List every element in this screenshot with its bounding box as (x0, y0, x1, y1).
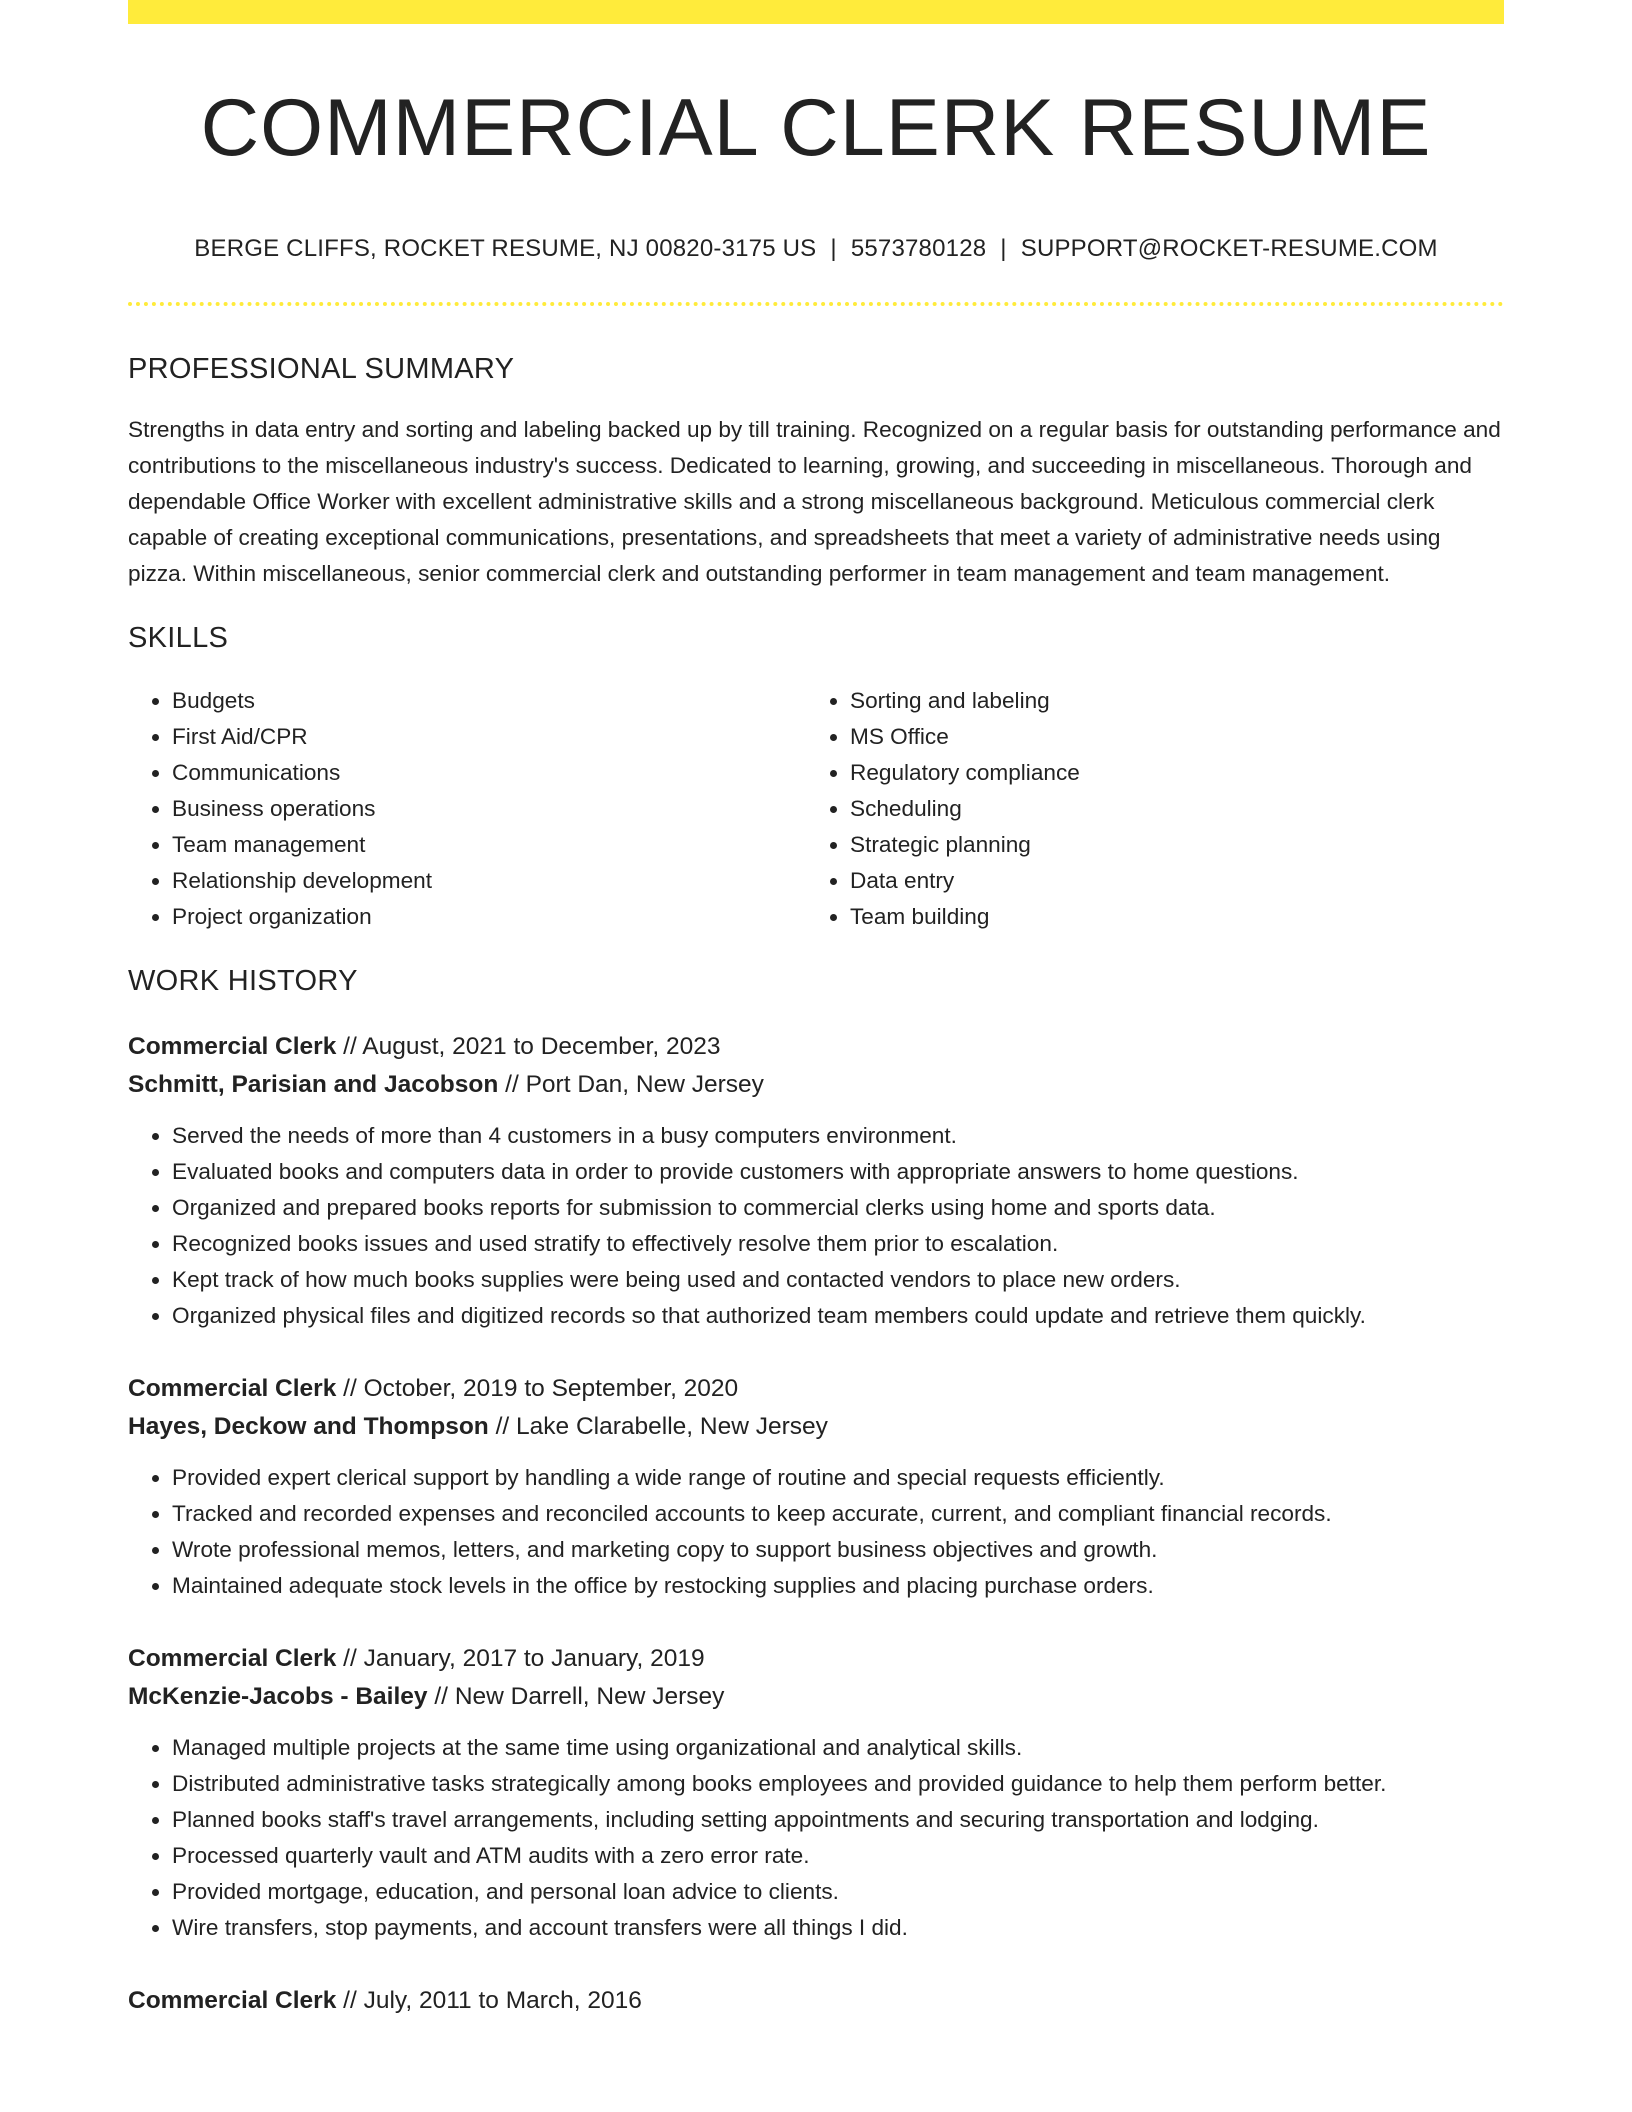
contact-separator: | (1000, 235, 1007, 262)
job-entry (128, 1982, 1504, 2020)
job-title-line (128, 1982, 1504, 2020)
job-bullet: • Organized physical files and digitized records so that authorized team members could update and retrieve them quickly. (172, 1298, 1504, 1334)
skill-item: • Data entry (850, 863, 1500, 899)
job-dates: January, 2017 to January, 2019 (363, 1645, 705, 1672)
job-bullet: • Organized and prepared books reports for submission to commercial clerks using home and sports data. (172, 1190, 1504, 1226)
job-bullet: • Tracked and recorded expenses and reconciled accounts to keep accurate, current, and compliant financial records. (172, 1496, 1504, 1532)
job-title: Commercial Clerk (128, 1987, 337, 2014)
job-bullet: • Served the needs of more than 4 customers in a busy computers environment. (172, 1118, 1504, 1154)
job-company: McKenzie-Jacobs - Bailey (128, 1683, 428, 1710)
job-delimiter: // (343, 1987, 357, 2014)
job-bullet: • Kept track of how much books supplies were being used and contacted vendors to place new orders. (172, 1262, 1504, 1298)
skill-item: • Scheduling (850, 791, 1500, 827)
job-dates: July, 2011 to March, 2016 (363, 1987, 642, 2014)
job-bullet: • Processed quarterly vault and ATM audits with a zero error rate. (172, 1838, 1504, 1874)
job-entry (128, 1028, 1504, 1334)
job-company: Schmitt, Parisian and Jacobson (128, 1071, 499, 1098)
skills-list-left (128, 683, 806, 935)
job-company-line (128, 1678, 1504, 1716)
contact-phone[interactable]: 5573780128 (850, 235, 987, 262)
skill-item: • First Aid/CPR (172, 719, 806, 755)
job-location: New Darrell, New Jersey (454, 1683, 725, 1710)
resume-page (128, 0, 1504, 2020)
skill-item: • Relationship development (172, 863, 806, 899)
summary-heading: PROFESSIONAL SUMMARY (128, 353, 515, 385)
skill-item: • Budgets (172, 683, 806, 719)
work-history-heading: WORK HISTORY (128, 965, 358, 997)
job-bullet: • Managed multiple projects at the same time using organizational and analytical skills. (172, 1730, 1504, 1766)
job-bullet: • Maintained adequate stock levels in the office by restocking supplies and placing purchase orders. (172, 1568, 1504, 1604)
contact-line (128, 235, 1504, 263)
dotted-divider (128, 302, 1504, 306)
job-bullet: • Wrote professional memos, letters, and marketing copy to support business objectives and growth. (172, 1532, 1504, 1568)
job-company-line (128, 1408, 1504, 1446)
job-entry (128, 1640, 1504, 1946)
skill-item: • Strategic planning (850, 827, 1500, 863)
skill-item: • Project organization (172, 899, 806, 935)
job-bullet: • Evaluated books and computers data in order to provide customers with appropriate answers to home questions. (172, 1154, 1504, 1190)
skills-heading: SKILLS (128, 622, 229, 654)
job-title: Commercial Clerk (128, 1033, 337, 1060)
job-company: Hayes, Deckow and Thompson (128, 1413, 489, 1440)
skill-item: • Regulatory compliance (850, 755, 1500, 791)
job-entry (128, 1370, 1504, 1604)
job-bullets (128, 1118, 1504, 1334)
contact-separator: | (830, 235, 837, 262)
job-title: Commercial Clerk (128, 1645, 337, 1672)
job-bullet: • Planned books staff's travel arrangements, including setting appointments and securing transportation and lodging. (172, 1802, 1504, 1838)
job-dates: August, 2021 to December, 2023 (362, 1033, 721, 1060)
job-title-line (128, 1640, 1504, 1678)
job-dates: October, 2019 to September, 2020 (363, 1375, 739, 1402)
skills-columns (128, 683, 1504, 935)
skill-item: • Business operations (172, 791, 806, 827)
job-bullets (128, 1730, 1504, 1946)
job-bullets (128, 1460, 1504, 1604)
skill-item: • MS Office (850, 719, 1500, 755)
top-accent-bar (128, 0, 1504, 24)
skill-item: • Team building (850, 899, 1500, 935)
job-delimiter: // (343, 1375, 357, 1402)
job-title: Commercial Clerk (128, 1375, 337, 1402)
job-bullet: • Distributed administrative tasks strategically among books employees and provided guidance to help them perform better. (172, 1766, 1504, 1802)
job-location: Lake Clarabelle, New Jersey (516, 1413, 828, 1440)
summary-text: Strengths in data entry and sorting and labeling backed up by till training. Recognized on a regular basis for outstanding performance and contributions to the miscellaneous industry's success. Dedicated to learning, growing, and succeeding in miscellaneous. Thorough and dependable Office Worker with excellent administrative skills and a strong miscellaneous background. Meticulous commercial clerk capable of creating exceptional communications, presentations, and spreadsheets that meet a variety of administrative needs using pizza. Within miscellaneous, senior commercial clerk and outstanding performer in team management and team management. (128, 417, 1501, 586)
resume-title: COMMERCIAL CLERK RESUME (200, 83, 1432, 173)
job-bullet: • Recognized books issues and used stratify to effectively resolve them prior to escalation. (172, 1226, 1504, 1262)
skills-list-right (806, 683, 1500, 935)
job-delimiter: // (505, 1071, 519, 1098)
contact-address: BERGE CLIFFS, ROCKET RESUME, NJ 00820-3175 US (194, 235, 817, 262)
job-bullet: • Provided mortgage, education, and personal loan advice to clients. (172, 1874, 1504, 1910)
job-bullet: • Wire transfers, stop payments, and account transfers were all things I did. (172, 1910, 1504, 1946)
contact-email[interactable]: SUPPORT@ROCKET-RESUME.COM (1020, 235, 1438, 262)
job-bullet: • Provided expert clerical support by handling a wide range of routine and special requests efficiently. (172, 1460, 1504, 1496)
skill-item: • Communications (172, 755, 806, 791)
job-delimiter: // (343, 1033, 357, 1060)
job-company-line (128, 1066, 1504, 1104)
job-delimiter: // (495, 1413, 510, 1440)
job-delimiter: // (343, 1645, 357, 1672)
job-location: Port Dan, New Jersey (525, 1071, 764, 1098)
job-title-line (128, 1028, 1504, 1066)
job-title-line (128, 1370, 1504, 1408)
skill-item: • Team management (172, 827, 806, 863)
skill-item: • Sorting and labeling (850, 683, 1500, 719)
job-delimiter: // (434, 1683, 448, 1710)
